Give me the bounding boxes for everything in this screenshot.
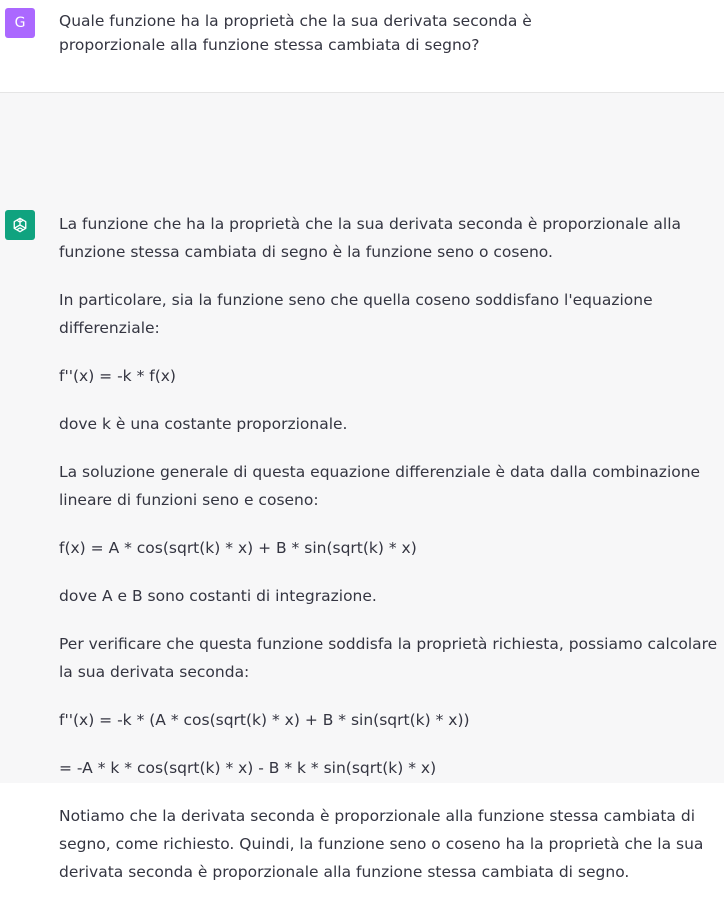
answer-paragraph: Notiamo che la derivata seconda è proporzionale alla funzione stessa cambiata di segno, come richiesto. Quindi, la funzione seno o coseno ha la proprietà che la sua derivata seconda è proporzionale alla funzione stessa cambiata di segno. xyxy=(59,807,704,881)
answer-paragraph: dove A e B sono costanti di integrazione. xyxy=(59,587,377,605)
answer-paragraph: Per verificare che questa funzione soddisfa la proprietà richiesta, possiamo calcolare la sua derivata seconda: xyxy=(59,635,718,681)
answer-equation: f''(x) = -k * (A * cos(sqrt(k) * x) + B * sin(sqrt(k) * x)) xyxy=(59,711,470,729)
user-message-row xyxy=(0,0,724,93)
user-avatar-initial: G xyxy=(14,15,26,31)
answer-paragraph: In particolare, sia la funzione seno che quella coseno soddisfano l'equazione differenziale: xyxy=(59,291,653,337)
assistant-message-row xyxy=(0,93,724,881)
user-question: Quale funzione ha la proprietà che la sua derivata seconda è proporzionale alla funzione stessa cambiata di segno? xyxy=(59,12,532,54)
answer-paragraph: dove k è una costante proporzionale. xyxy=(59,415,348,433)
assistant-avatar xyxy=(5,210,35,240)
user-avatar xyxy=(5,8,35,38)
answer-paragraph: La funzione che ha la proprietà che la sua derivata seconda è proporzionale alla funzione stessa cambiata di segno è la funzione seno o coseno. xyxy=(59,215,682,261)
openai-logo-icon xyxy=(10,215,30,235)
assistant-answer xyxy=(59,210,719,906)
answer-paragraph: La soluzione generale di questa equazione differenziale è data dalla combinazione lineare di funzioni seno e coseno: xyxy=(59,463,701,509)
answer-equation: = -A * k * cos(sqrt(k) * x) - B * k * sin(sqrt(k) * x) xyxy=(59,759,437,777)
answer-equation: f''(x) = -k * f(x) xyxy=(59,367,176,385)
answer-equation: f(x) = A * cos(sqrt(k) * x) + B * sin(sqrt(k) * x) xyxy=(59,539,417,557)
